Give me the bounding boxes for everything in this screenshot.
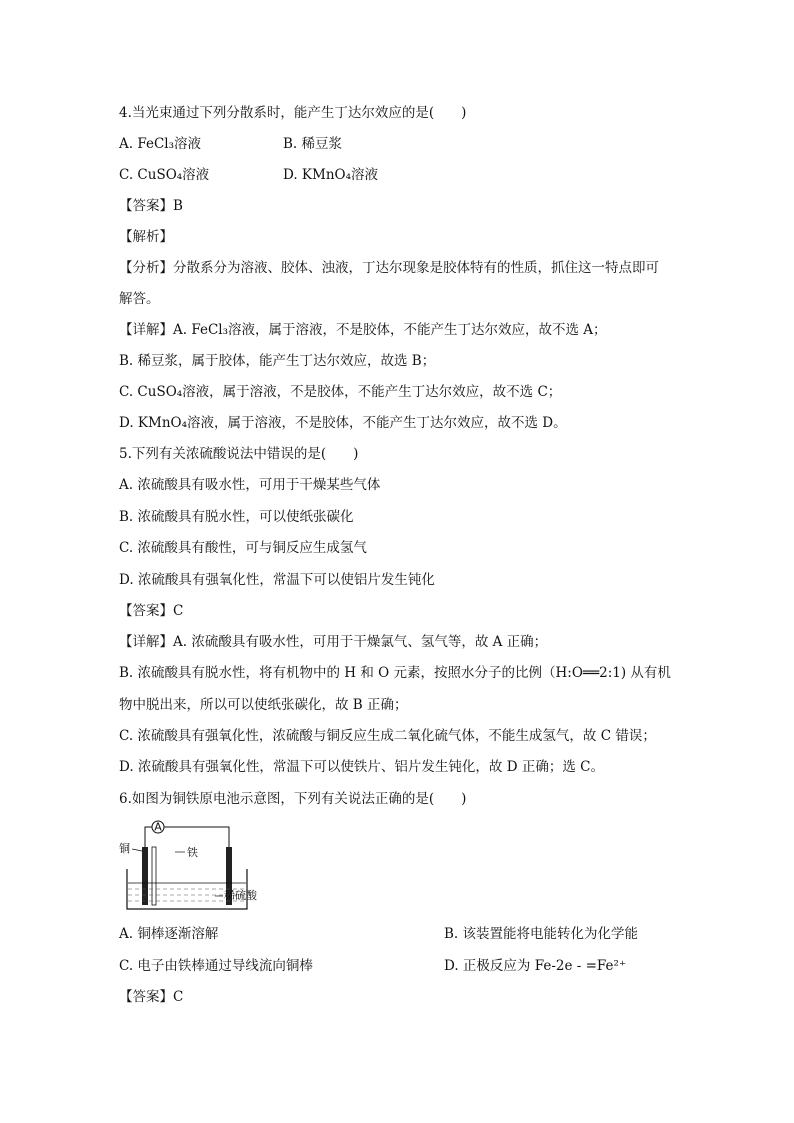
q4-analysis-heading: 【解析】 <box>119 229 173 245</box>
q5-option-a: A. 浓硫酸具有吸水性，可用于干燥某些气体 <box>119 477 381 493</box>
q6-answer: 【答案】C <box>119 989 184 1005</box>
q4-detail-line-3: C. CuSO₄溶液，属于溶液，不是胶体，不能产生丁达尔效应，故不选 C； <box>119 384 562 400</box>
q6-option-c: C. 电子由铁棒通过导线流向铜棒 <box>119 958 313 974</box>
iron-label: 铁 <box>187 846 198 859</box>
q5-stem: 5.下列有关浓硫酸说法中错误的是( ) <box>119 446 359 462</box>
q4-analysis-line-2: 解答。 <box>119 291 160 307</box>
q5-detail-line-5: D. 浓硫酸具有强氧化性，常温下可以使铁片、铝片发生钝化，故 D 正确；选 C。 <box>119 759 604 775</box>
q4-answer: 【答案】B <box>119 198 183 214</box>
q6-option-a: A. 铜棒逐渐溶解 <box>119 926 219 942</box>
q4-option-a: A. FeCl₃溶液 <box>119 136 202 152</box>
q4-option-d: D. KMnO₄溶液 <box>283 167 379 183</box>
galvanic-cell-diagram <box>119 819 259 911</box>
q4-detail-line-2: B. 稀豆浆，属于胶体，能产生丁达尔效应，故选 B； <box>119 353 436 369</box>
q5-option-b: B. 浓硫酸具有脱水性，可以使纸张碳化 <box>119 509 354 525</box>
q5-answer: 【答案】C <box>119 603 184 619</box>
copper-label: 铜 <box>119 842 130 855</box>
ammeter-label: A <box>154 820 162 834</box>
q5-detail-line-4: C. 浓硫酸具有强氧化性，浓硫酸与铜反应生成二氧化硫气体，不能生成氢气，故 C 错误； <box>119 728 656 744</box>
q5-detail-line-1: 【详解】A. 浓硫酸具有吸水性，可用于干燥氯气、氢气等，故 A 正确； <box>119 634 548 650</box>
q4-option-b: B. 稀豆浆 <box>283 136 343 152</box>
q4-stem: 4.当光束通过下列分散系时，能产生丁达尔效应的是( ) <box>119 105 467 121</box>
q4-detail-line-4: D. KMnO₄溶液，属于溶液，不是胶体，不能产生丁达尔效应，故不选 D。 <box>119 415 567 431</box>
q4-detail-line-1: 【详解】A. FeCl₃溶液，属于溶液，不是胶体，不能产生丁达尔效应，故不选 A； <box>119 322 607 338</box>
copper-electrode <box>142 847 148 905</box>
acid-label: 稀硫酸 <box>224 889 257 902</box>
q6-option-b: B. 该装置能将电能转化为化学能 <box>444 926 639 942</box>
q5-option-c: C. 浓硫酸具有酸性，可与铜反应生成氢气 <box>119 540 367 556</box>
q5-detail-line-3: 物中脱出来，所以可以使纸张碳化，故 B 正确； <box>119 697 408 713</box>
q4-option-c: C. CuSO₄溶液 <box>119 167 210 183</box>
q5-detail-line-2: B. 浓硫酸具有脱水性，将有机物中的 H 和 O 元素，按照水分子的比例（H:O══2:1) 从有机 <box>119 665 671 681</box>
q4-analysis-line-1: 【分析】分散系分为溶液、胶体、浊液，丁达尔现象是胶体特有的性质，抓住这一特点即可 <box>119 260 659 276</box>
q5-option-d: D. 浓硫酸具有强氧化性，常温下可以使铝片发生钝化 <box>119 572 435 588</box>
q6-stem: 6.如图为铜铁原电池示意图，下列有关说法正确的是( ) <box>119 791 467 807</box>
q6-option-d: D. 正极反应为 Fe-2e - =Fe²⁺ <box>444 958 627 974</box>
